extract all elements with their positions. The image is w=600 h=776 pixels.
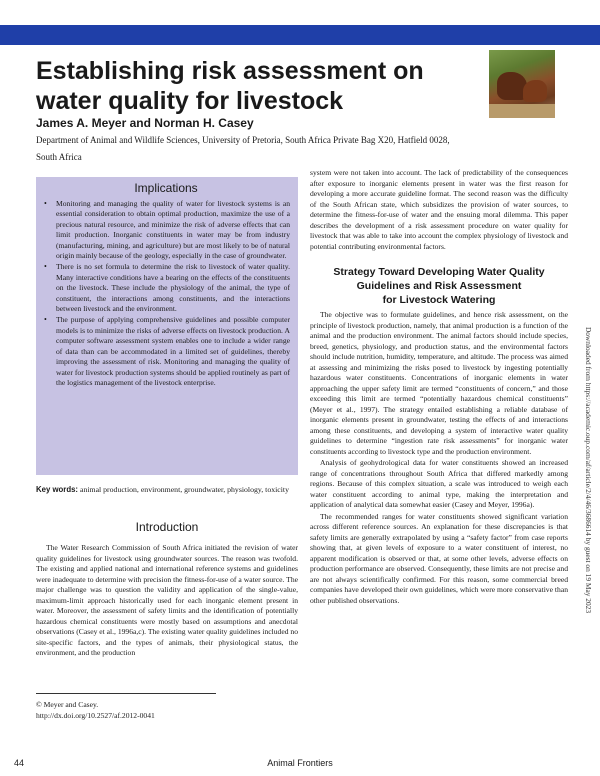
strategy-heading xyxy=(310,265,568,307)
doi-link[interactable]: http://dx.doi.org/10.2527/af.2012-0041 xyxy=(36,711,155,720)
article-authors: James A. Meyer and Norman H. Casey xyxy=(36,116,254,130)
keywords-text: animal production, environment, groundwater, physiology, toxicity xyxy=(79,485,289,494)
keywords-label: Key words: xyxy=(36,485,79,494)
strategy-paragraph: The recommended ranges for water constituents showed significant variation across different reference sources. An explanation for these discrepancies is that safety limits are generally extrapolated by using a “safety factor” from case reports showing that, at given levels of exposure to a water constituent of interest, no apparent modification is observed or that, at some other levels, adverse effects on production performance are observed. Consequently, these limits are not precise and are not always scientifically confirmed. For this reason, some commercial breed companies have developed their own guidelines, which were more conservative than other published observations. xyxy=(310,511,568,605)
implication-item: • Monitoring and managing the quality of water for livestock systems is an essential consideration to obtain optimal production, maximize the use of a precious natural resource, and minimize the risk of adverse effects that can limit production. Inorganic constituents in water may be from industry (manufacturing, mining, and agriculture) but are most likely to be of natural origin mainly because of the geology, especially in the case of groundwater. xyxy=(42,199,290,261)
article-title: Establishing risk assessment on water quality for livestock xyxy=(36,57,424,115)
footnote-rule xyxy=(36,693,216,694)
header-color-bar xyxy=(0,25,600,45)
journal-name: Animal Frontiers xyxy=(267,758,333,768)
copyright-note xyxy=(36,699,155,721)
strategy-body xyxy=(310,310,568,607)
implication-item: • The purpose of applying comprehensive guidelines and possible computer models is to minimize the risks of adverse effects on livestock production. A computer software assessment system enables one to include a wider range of data than can be accommodated in a limited set of guidelines, thereby improving the assessment of risk. Monitoring and managing the quality of water for livestock production systems should be applied routinely as part of the logistics management of the livestock enterprise. xyxy=(42,315,290,388)
strategy-paragraph: Analysis of geohydrological data for water constituents showed an increased range of concentrations throughout South Africa that differed markedly among regions. Because of this complex situation, a scale was introduced to weigh each water constituent according to animal type, making the interpretation and application of analytical data somewhat easier (Casey and Meyer, 1996a). xyxy=(310,458,568,509)
continuation-paragraph: system were not taken into account. The lack of predictability of the consequences after exposure to inorganic elements present in water was the first reason for developing a more accurate guideline format. The second reason was the difficulty of the South African state, which subsidizes the provision of water sources, to determine the fitness-for-use of water and the ensuing moral dilemma. This paper describes the development of a risk assessment procedure on water quality for livestock that was able to take into account the complex physiology of livestock and potential contributing environmental factors. xyxy=(310,168,568,251)
strategy-heading-line: Strategy Toward Developing Water Quality xyxy=(333,266,545,278)
introduction-paragraph: The Water Research Commission of South Africa initiated the revision of water quality guidelines for livestock using groundwater sources. The reason was twofold. The existing and applied national and international reference systems and guidelines were inadequate to determine with precision the fitness-for-use of a water source. The major challenge was to question the validity and application of the single-value, maximum-limit approach historically used for each inorganic element present in water. Moreover, the assessment of safety limits and the identification of potentially hazardous chemical constituents were mostly based on assumptions and anecdotal observations (Casey et al., 1996a,c). The existing water quality guidelines included no site-specific factors, and the types of animals, their physiological status, the environment, and the production xyxy=(36,543,298,657)
strategy-heading-line: Guidelines and Risk Assessment xyxy=(356,280,522,292)
strategy-paragraph: The objective was to formulate guidelines, and hence risk assessment, on the principle of livestock production, namely, that animal production is a function of the animal and the production environment. The animal factors should include species, breed, genetics, physiology, and production status, and the environmental factors should include nutrition, humidity, temperature, and altitude. The process was aimed at assessing and minimizing the risks posed to livestock by ingesting potentially hazardous water constituents. Concentrations of inorganic elements in water approaching the upper safety limit are termed “constituents of concern,” and those exceeding this limit are termed “potentially hazardous chemical constituents” (Meyer et al., 1997). The strategy entailed establishing a reliable database of inorganic elements present in groundwater, testing the effects of and interactions among these constituents, and developing a system of interactive water quality guidelines to determine “ingestion rate risk assessments” for inorganic water constituents according to livestock type and the production environment. xyxy=(310,310,568,456)
download-notice: Downloaded from https://academic.oup.com/af/article/2/4/46/3686614 by guest on 19 May 2023 xyxy=(584,326,593,614)
keywords xyxy=(36,485,298,496)
download-sidebar xyxy=(583,182,593,758)
intro-continuation xyxy=(310,168,568,252)
author-affiliation: Department of Animal and Wildlife Sciences, University of Pretoria, South Africa Private Bag X20, Hatfield 0028, South Africa xyxy=(36,135,450,162)
implications-list xyxy=(42,199,290,388)
introduction-heading: Introduction xyxy=(135,520,199,534)
page-number: 44 xyxy=(14,758,25,768)
implication-item: • There is no set formula to determine the risk to livestock of water quality. Many interactive conditions have a bearing on the effects of the constituents on the livestock. These include the physiology of the animal, the type of constituent, the interactions among constituents, and the interactions between livestock and the environment. xyxy=(42,262,290,314)
copyright-line: © Meyer and Casey. xyxy=(36,700,99,709)
implications-heading: Implications xyxy=(134,181,198,195)
implications-box xyxy=(36,177,298,475)
strategy-heading-line: for Livestock Watering xyxy=(382,294,496,306)
introduction-body xyxy=(36,543,298,659)
livestock-photo xyxy=(489,50,555,118)
